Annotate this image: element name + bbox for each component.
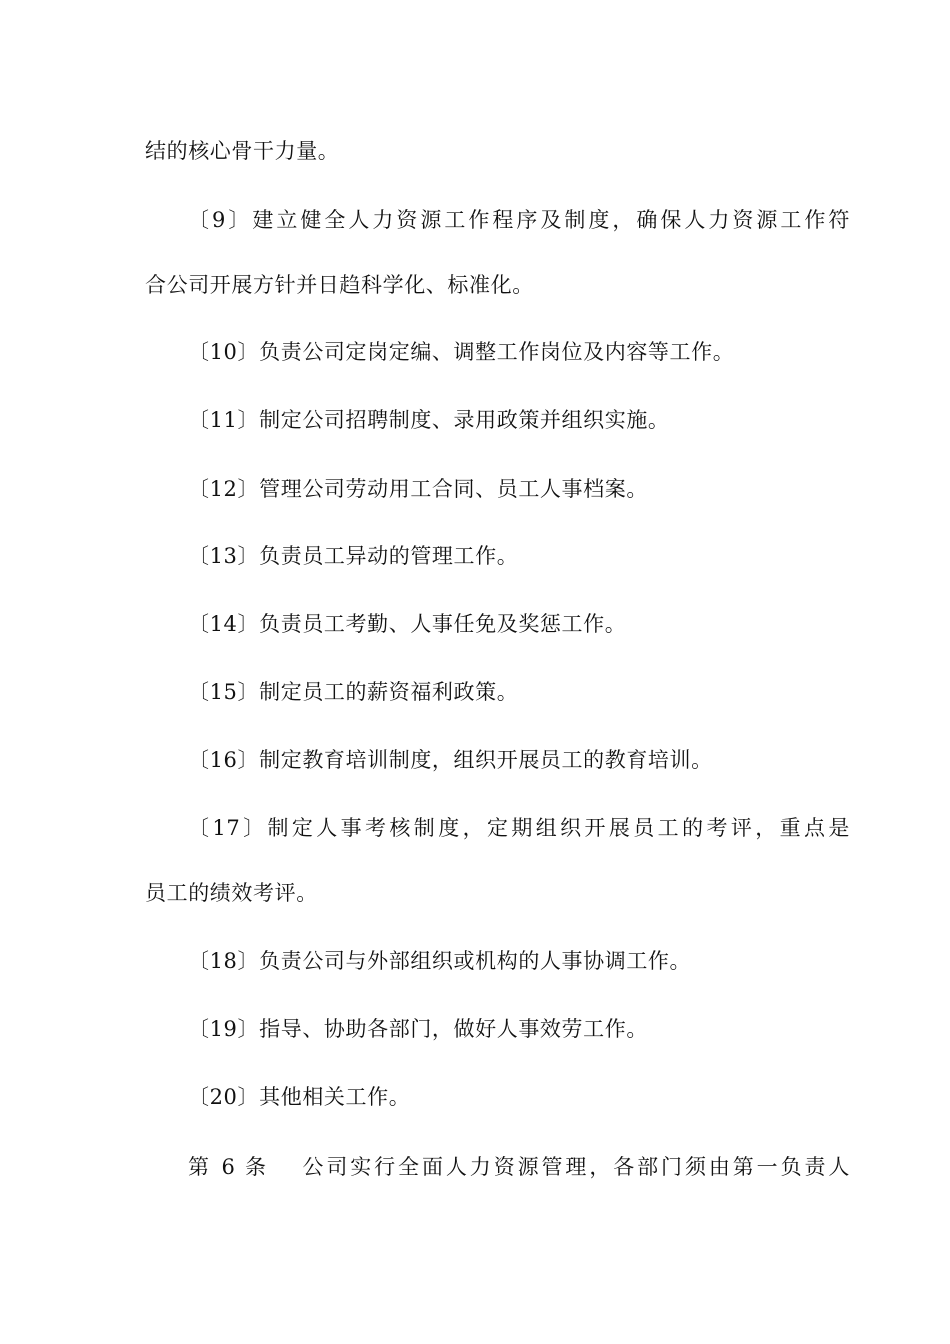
item-9-text: 〔9〕建立健全人力资源工作程序及制度，确保人力资源工作符 [188, 208, 850, 232]
text-line-article-6 [0, 1152, 950, 1182]
text-line-item-10: 〔10〕负责公司定岗定编、调整工作岗位及内容等工作。 [188, 340, 735, 364]
text-line-continuation: 结的核心骨干力量。 [145, 139, 340, 163]
text-line-item-9 [0, 205, 950, 235]
text-line-item-17 [0, 813, 950, 843]
text-line-item-13: 〔13〕负责员工异动的管理工作。 [188, 544, 519, 568]
text-line-item-18: 〔18〕负责公司与外部组织或机构的人事协调工作。 [188, 949, 692, 973]
text-line-item-11: 〔11〕制定公司招聘制度、录用政策并组织实施。 [188, 408, 670, 432]
text-line-item-19: 〔19〕指导、协助各部门，做好人事效劳工作。 [188, 1017, 648, 1041]
text-line-item-15: 〔15〕制定员工的薪资福利政策。 [188, 680, 519, 704]
text-line-item-9-cont: 合公司开展方针并日趋科学化、标准化。 [145, 273, 534, 297]
text-line-item-20: 〔20〕其他相关工作。 [188, 1085, 411, 1109]
text-line-item-14: 〔14〕负责员工考勤、人事任免及奖惩工作。 [188, 612, 627, 636]
item-17-text: 〔17〕制定人事考核制度，定期组织开展员工的考评，重点是 [188, 816, 850, 840]
text-line-item-16: 〔16〕制定教育培训制度，组织开展员工的教育培训。 [188, 748, 713, 772]
text-line-item-12: 〔12〕管理公司劳动用工合同、员工人事档案。 [188, 477, 648, 501]
article-6-text: 第 6 条 公司实行全面人力资源管理，各部门须由第一负责人 [188, 1155, 850, 1179]
text-line-item-17-cont: 员工的绩效考评。 [145, 881, 318, 905]
